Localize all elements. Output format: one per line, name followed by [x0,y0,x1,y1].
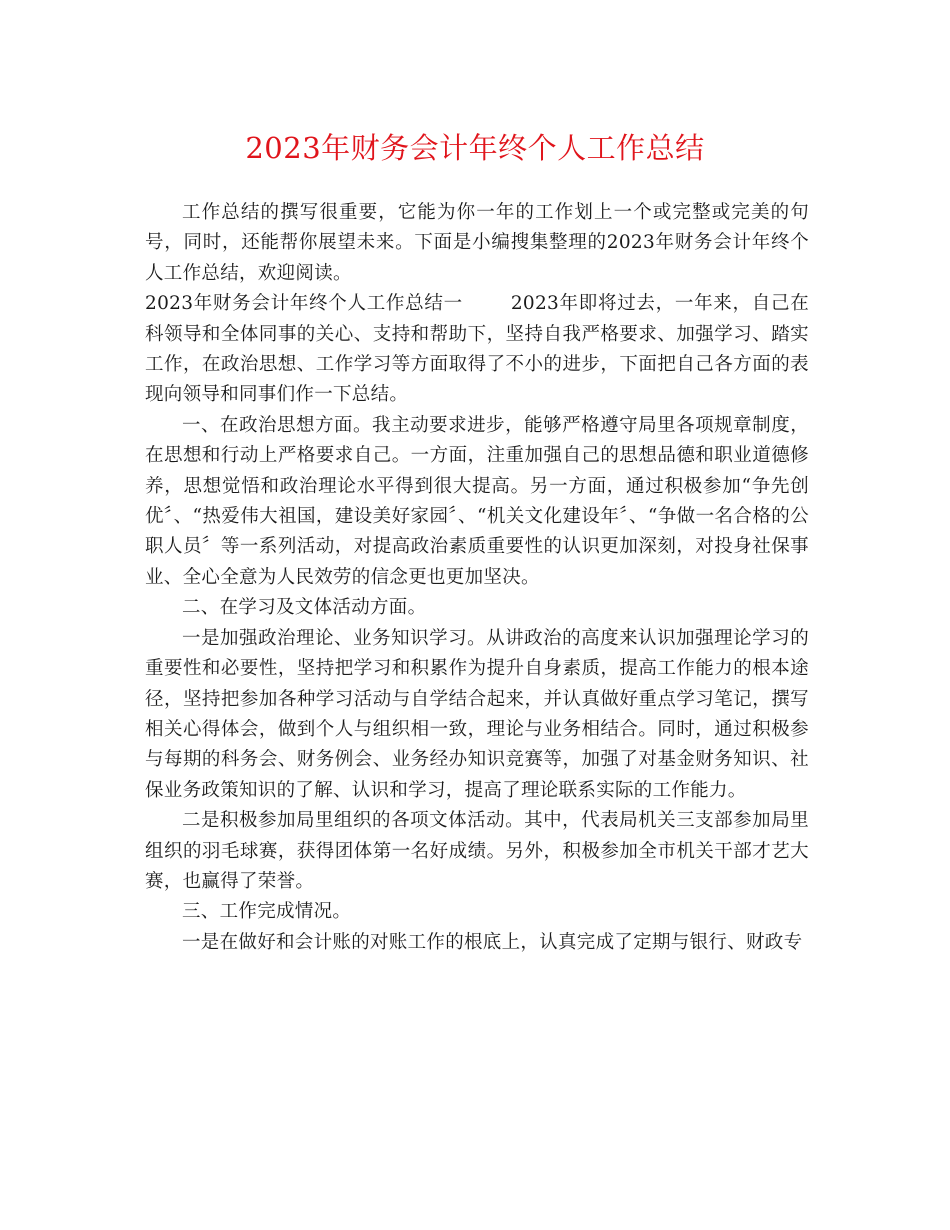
section-one-heading: 2023年财务会计年终个人工作总结一 [145,293,463,315]
work-completion-paragraph: 一是在做好和会计账的对账工作的根底上，认真完成了定期与银行、财政专 [182,931,803,953]
work-completion-heading: 三、工作完成情况。 [182,901,352,923]
study-activities-heading: 二、在学习及文体活动方面。 [182,597,427,619]
section-one-paragraph [145,289,809,411]
study-paragraph: 一是加强政治理论、业务知识学习。从讲政治的高度来认识加强理论学习的重要性和必要性，坚持把学习和积累作为提升自身素质，提高工作能力的根本途径，坚持把参加各种学习活动与自学结合起来，并认真做好重点学习笔记，撰写相关心得体会，做到个人与组织相一致，理论与业务相结合。同时，通过积极参与每期的科务会、财务例会、业务经办知识竞赛等，加强了对基金财务知识、社保业务政策知识的了解、认识和学习，提高了理论联系实际的工作能力。 [145,627,809,801]
intro-paragraph: 工作总结的撰写很重要，它能为你一年的工作划上一个或完整或完美的句号，同时，还能帮你展望未来。下面是小编搜集整理的2023年财务会计年终个人工作总结，欢迎阅读。 [145,202,809,284]
activities-paragraph: 二是积极参加局里组织的各项文体活动。其中，代表局机关三支部参加局里组织的羽毛球赛，获得团体第一名好成绩。另外，积极参加全市机关干部才艺大赛，也赢得了荣誉。 [145,810,809,892]
document-title: 2023年财务会计年终个人工作总结 [245,131,705,165]
political-thought-paragraph: 一、在政治思想方面。我主动要求进步，能够严格遵守局里各项规章制度，在思想和行动上严格要求自己。一方面，注重加强自己的思想品德和职业道德修养，思想觉悟和政治理论水平得到很大提高。另一方面，通过积极参加“争先创优〞、“热爱伟大祖国，建设美好家园〞、“机关文化建设年〞、“争做一名合格的公职人员〞等一系列活动，对提高政治素质重要性的认识更加深刻，对投身社保事业、全心全意为人民效劳的信念更也更加坚决。 [145,414,809,588]
section-one-opening: 2023年即将过去，一年来，自己在科领导和全体同事的关心、支持和帮助下，坚持自我严格要求、加强学习、踏实工作，在政治思想、工作学习等方面取得了不小的进步，下面把自己各方面的表现向领导和同事们作一下总结。 [145,293,810,406]
document-body [145,198,809,958]
